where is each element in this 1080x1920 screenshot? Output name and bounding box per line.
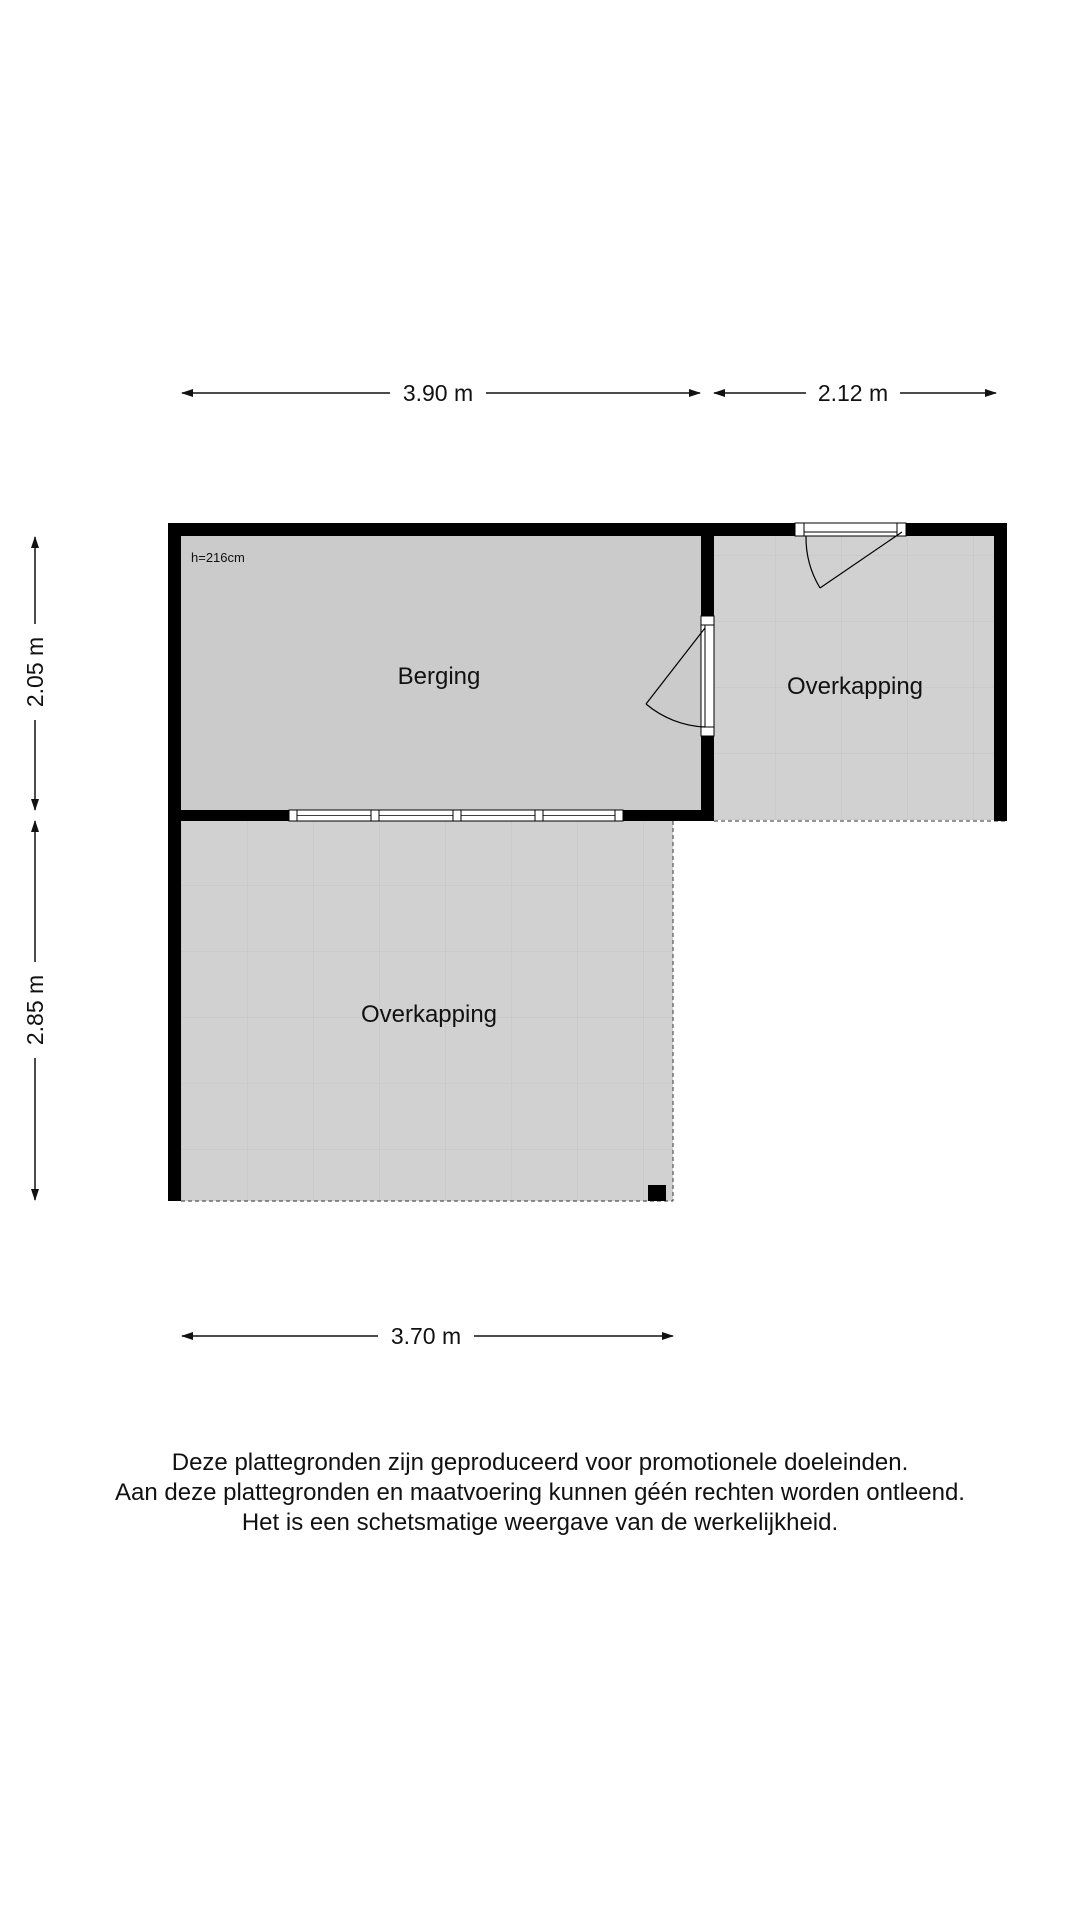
dimension-left-upper <box>22 537 48 810</box>
dimension-bottom <box>182 1323 673 1349</box>
overkapping-right-label: Overkapping <box>786 673 924 700</box>
dimension-top-right <box>714 380 996 406</box>
disclaimer <box>0 1448 1080 1538</box>
disclaimer-line-1: Deze plattegronden zijn geproduceerd voor promotionele doeleinden. <box>171 1449 909 1476</box>
dimension-left-upper-label: 2.05 m <box>22 636 48 708</box>
dimension-left-lower <box>22 821 48 1200</box>
dimension-top-right-label: 2.12 m <box>817 380 889 406</box>
dimension-top-left-label: 3.90 m <box>402 380 474 406</box>
disclaimer-line-3: Het is een schetsmatige weergave van de werkelijkheid. <box>241 1509 839 1536</box>
dimension-top-left <box>182 380 700 406</box>
dimension-left-lower-label: 2.85 m <box>22 974 48 1046</box>
dimension-bottom-label: 3.70 m <box>390 1323 462 1349</box>
berging-height-label: h=216cm <box>191 550 245 565</box>
disclaimer-line-2: Aan deze plattegronden en maatvoering kunnen géén rechten worden ontleend. <box>115 1479 965 1506</box>
berging-label: Berging <box>397 663 481 690</box>
overkapping-bottom-label: Overkapping <box>360 1001 498 1028</box>
sliding-window <box>289 810 623 821</box>
